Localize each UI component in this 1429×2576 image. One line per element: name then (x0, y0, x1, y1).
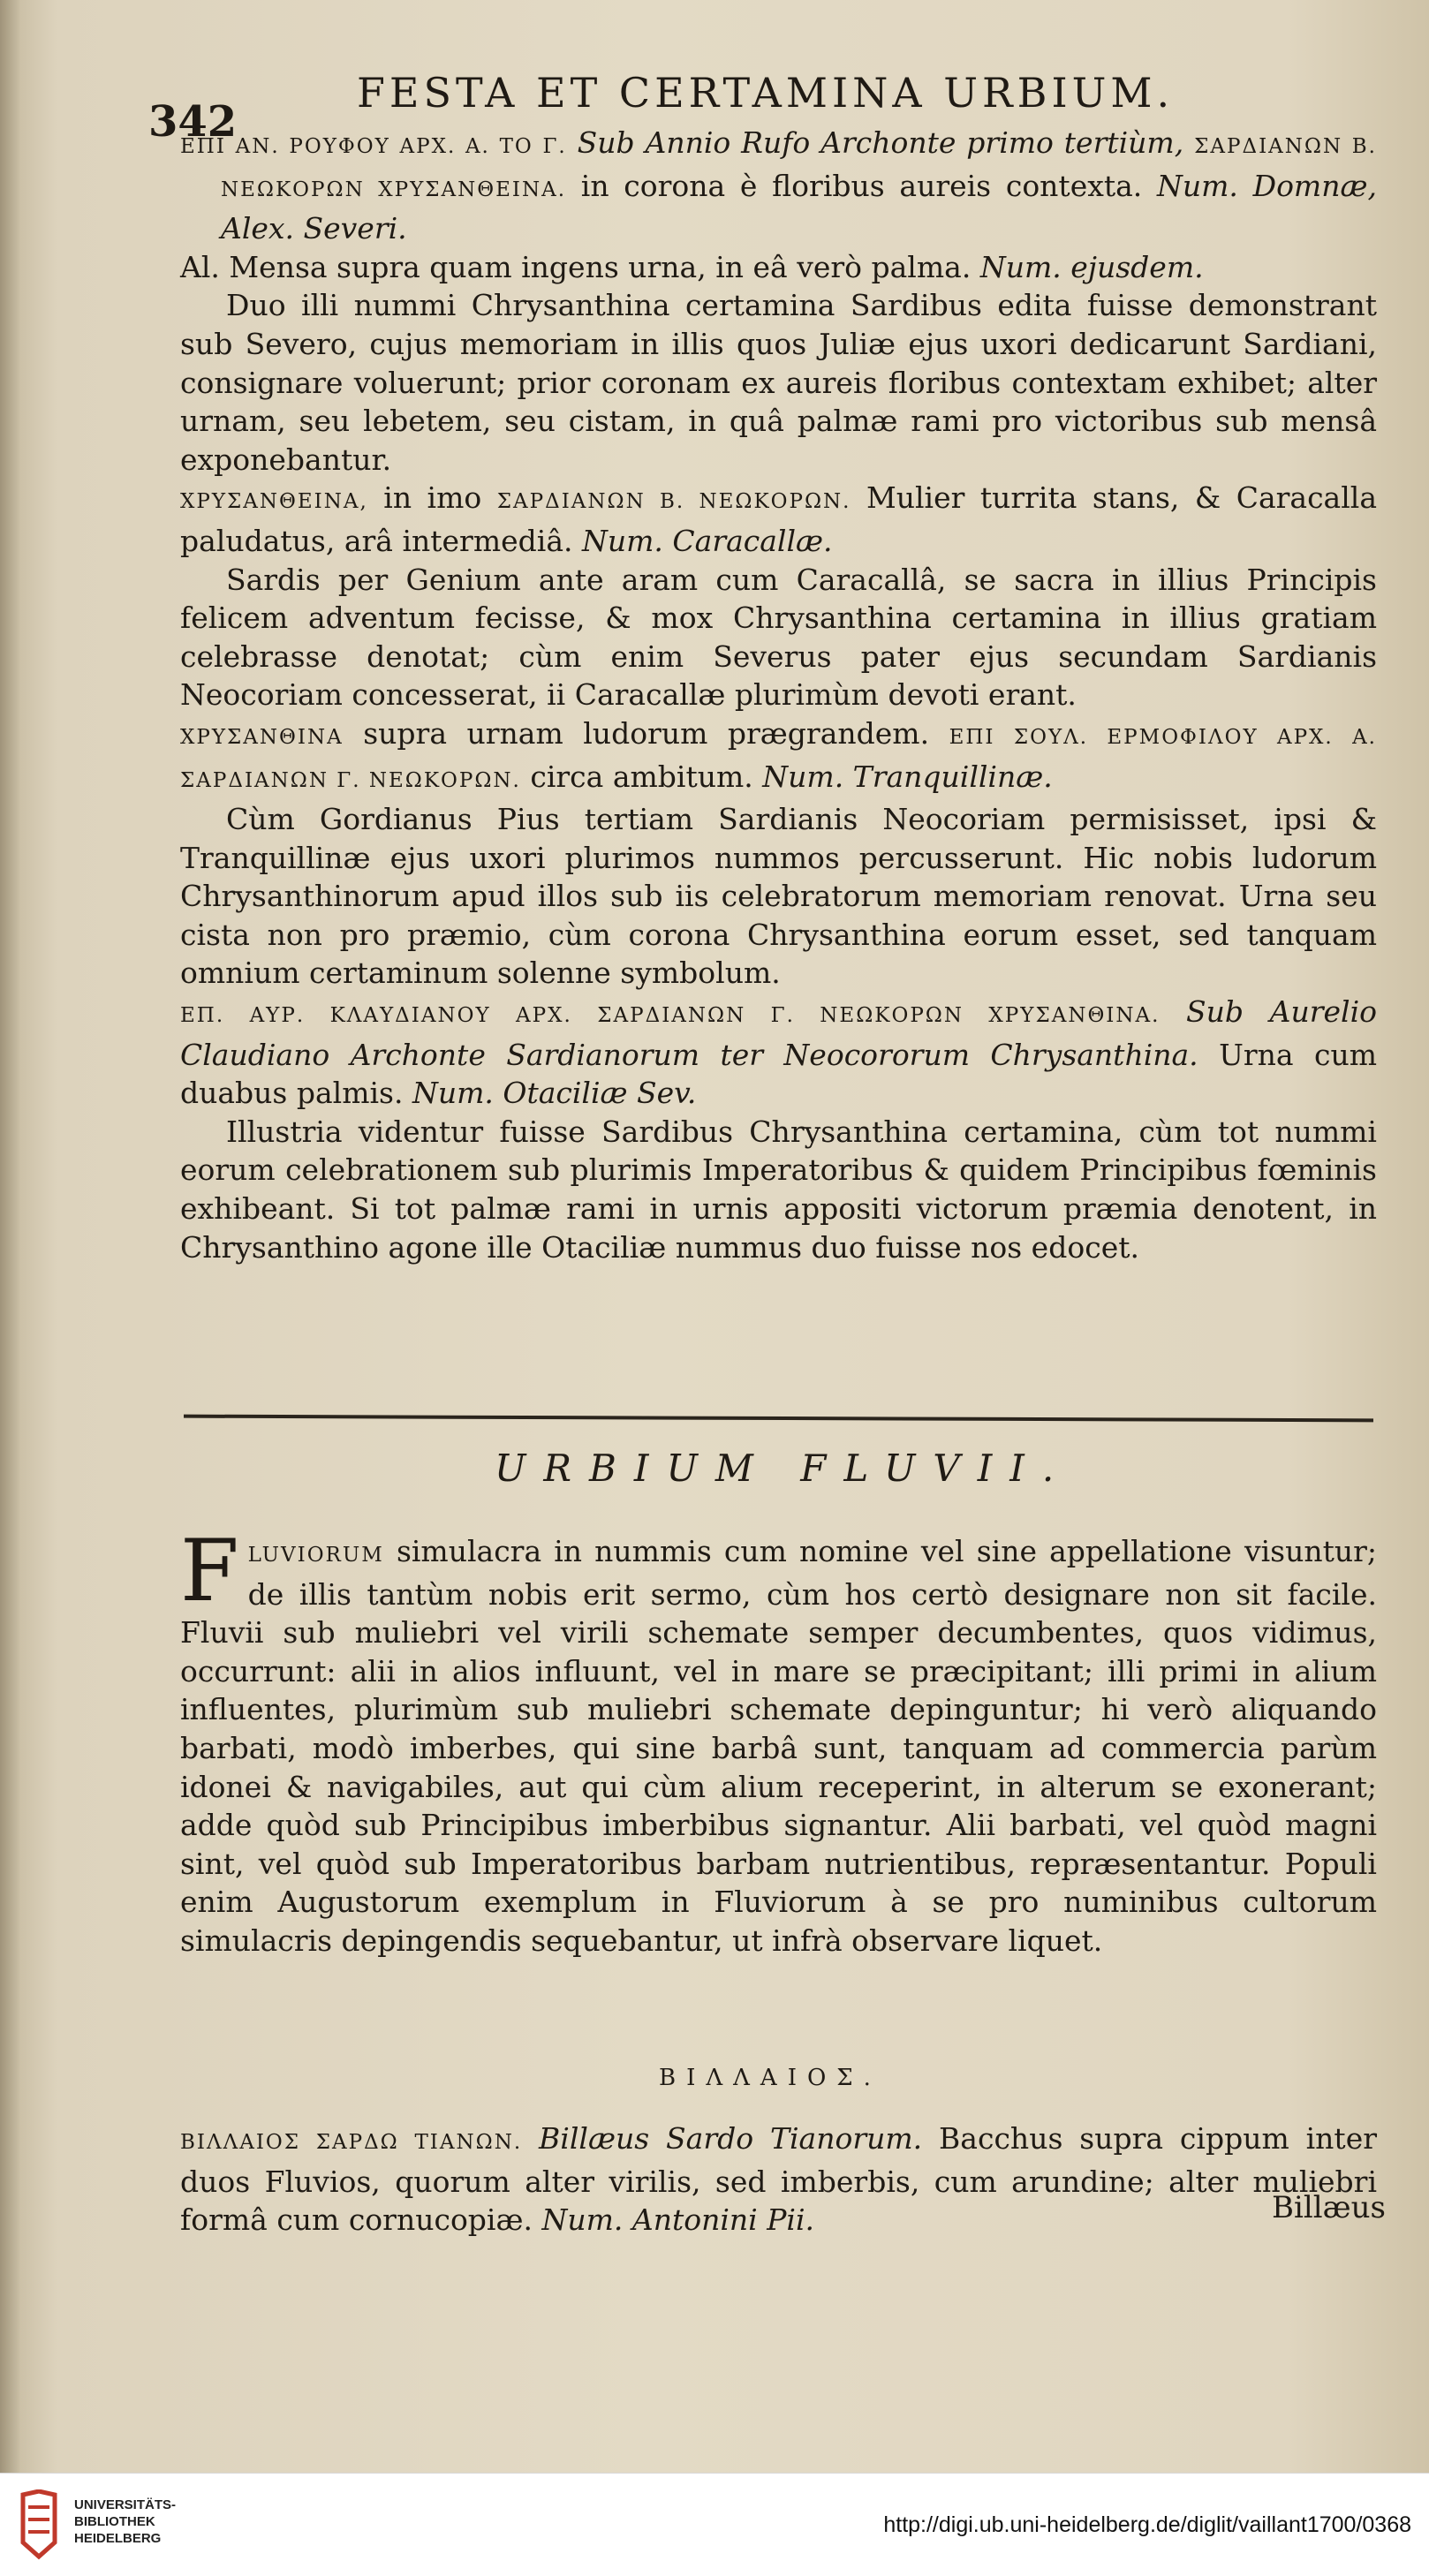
library-logo-icon (16, 2489, 62, 2560)
section-divider (184, 1415, 1373, 1423)
running-title: FESTA ET CERTAMINA URBIUM. (357, 69, 1175, 117)
body-text-top (180, 124, 1377, 1266)
catchword: Billæus (1272, 2190, 1386, 2225)
paragraph: ΕΠ. ΑΥΡ. ΚΛΑΥΔΙΑΝΟΥ ΑΡΧ. ΣΑΡΔΙΑΝΩΝ Γ. ΝΕΩΚΟΡΩΝ ΧΡΥΣΑΝΘΙΝΑ. Sub Aurelio Claudiano Archonte Sardianorum ter Neocororum Chrysanthina. Urna cum duabus palmis. Num. Otaciliæ Sev. (180, 994, 1377, 1111)
paragraph: Duo illi nummi Chrysanthina certamina Sardibus edita fuisse demonstrant sub Severo, cujus memoriam in illis quos Juliæ ejus uxori dedicarunt Sardiani, consignare voluerunt; prior coronam ex aureis floribus contextam exhibet; alter urnam, seu lebetem, seu cistam, in quâ palmæ rami pro victoribus sub mensâ exponebantur. (180, 288, 1377, 477)
paragraph: Illustria videntur fuisse Sardibus Chrysanthina certamina, cùm tot nummi eorum celebrationem sub plurimis Imperatoribus & quidem Principibus fœminis exhibeant. Si tot palmæ rami in urnis appositi victorum præmia denotent, in Chrysanthino agone ille Otaciliæ nummus duo fuisse nos edocet. (180, 1114, 1377, 1265)
page-edge-shadow (0, 0, 19, 2473)
paragraph: Al. Mensa supra quam ingens urna, in eâ verò palma. Num. ejusdem. (180, 249, 1204, 284)
source-url-link[interactable]: http://digi.ub.uni-heidelberg.de/diglit/vaillant1700/0368 (883, 2512, 1411, 2537)
drop-cap: F (180, 1522, 239, 1620)
page-number: 342 (148, 97, 238, 147)
body-text-subsection: ΒΙΛΛΑΙΟΣ ΣΑΡΔΩ ΤΙΑΝΩΝ. Billæus Sardo Tianorum. Bacchus supra cippum inter duos Fluvios, quorum alter virilis, sed imberbis, cum arundine; alter muliebri formâ cum cornucopiæ. Num. Antonini Pii. (180, 2121, 1378, 2238)
subsection-heading: ΒΙΛΛΑΙΟΣ. (659, 2065, 881, 2091)
body-text-section (180, 1522, 1377, 1960)
paragraph: ΕΠΙ ΑΝ. ΡΟΥΦΟΥ ΑΡΧ. Α. ΤΟ Γ. Sub Annio Rufo Archonte primo tertiùm, ΣΑΡΔΙΑΝΩΝ Β. ΝΕΩΚΟΡΩΝ ΧΡΥΣΑΝΘΕΙΝΑ. in corona è floribus aureis contexta. Num. Domnæ, Alex. Severi. (180, 125, 1377, 246)
first-word: LUVIORUM (247, 1544, 384, 1567)
library-logo-text: UNIVERSITÄTS- BIBLIOTHEK HEIDELBERG (74, 2497, 177, 2546)
viewer-footer (0, 2473, 1429, 2576)
paragraph: ΧΡΥΣΑΝΘΕΙΝΑ, in imo ΣΑΡΔΙΑΝΩΝ Β. ΝΕΩΚΟΡΩΝ. Mulier turrita stans, & Caracalla paludatus, arâ intermediâ. Num. Caracallæ. (180, 480, 1378, 558)
section-paragraph: simulacra in nummis cum nomine vel sine appellatione visuntur; de illis tantùm nobis erit sermo, cùm hos certò designare non sit facile. Fluvii sub muliebri vel virili schemate semper decumbentes, quos vidimus, occurrunt: alii in alios influunt, vel in mare se præcipitant; illi primi in alium influentes, plurimùm sub muliebri schemate depinguntur; hi verò aliquando barbati, modò imberbes, qui sine barbâ sunt, tanquam ad commercia parùm idonei & navigabiles, aut qui cùm alium receperint, in alterum se exonerant; adde quòd sub Principibus imberbibus signantur. Alii barbati, vel quòd magni sint, vel quòd sub Imperatoribus barbam nutrientibus, repræsentantur. Populi enim Augustorum exemplum in Fluviorum à se pro numinibus cultorum simulacris depingendis sequebantur, ut infrà observare liquet. (180, 1534, 1377, 1958)
paragraph: ΧΡΥΣΑΝΘΙΝΑ supra urnam ludorum prægrandem. ΕΠΙ ΣΟΥΛ. ΕΡΜΟΦΙΛΟΥ ΑΡΧ. Α. ΣΑΡΔΙΑΝΩΝ Γ. ΝΕΩΚΟΡΩΝ. circa ambitum. Num. Tranquillinæ. (180, 715, 1377, 794)
section-title: URBIUM FLUVII. (495, 1447, 1072, 1490)
paragraph: Cùm Gordianus Pius tertiam Sardianis Neocoriam permisisset, ipsi & Tranquillinæ ejus uxori plurimos nummos percusserunt. Hic nobis ludorum Chrysanthinorum apud illos sub iis celebratorum memoriam renovat. Urna seu cista non pro præmio, cùm corona Chrysanthina eorum esset, sed tanquam omnium certaminum solenne symbolum. (180, 802, 1377, 991)
paragraph: Sardis per Genium ante aram cum Caracallâ, se sacra in illius Principis felicem adventum fecisse, & mox Chrysanthina certamina in illius gratiam celebrasse denotat; cùm enim Severus pater ejus secundam Sardianis Neocoriam concesserat, ii Caracallæ plurimùm devoti erant. (180, 562, 1377, 713)
